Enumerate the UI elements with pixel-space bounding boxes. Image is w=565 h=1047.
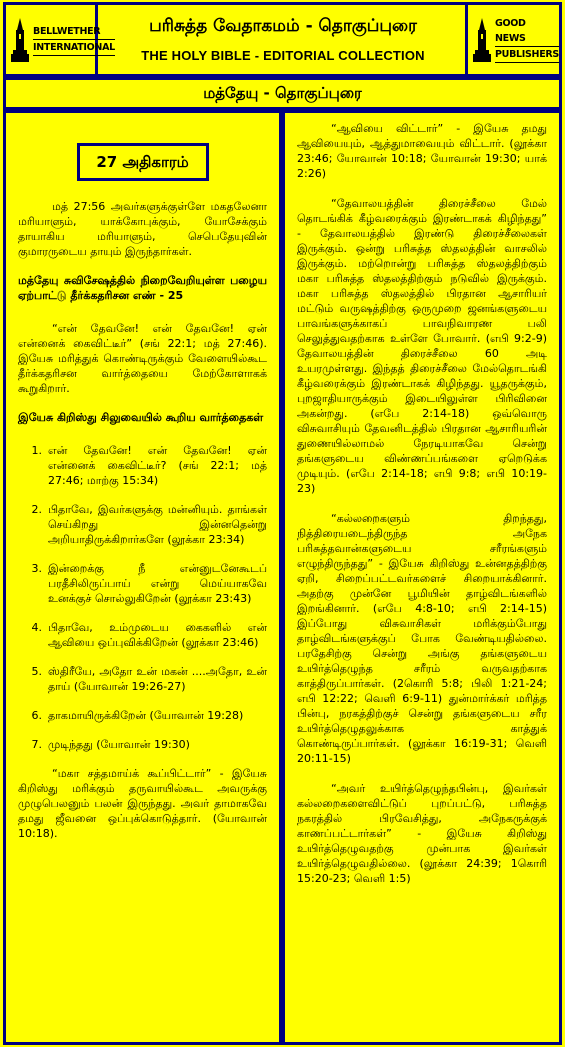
intro-paragraph: மத் 27:56 அவர்களுக்குள்ளே மகதலேனா மரியாளும், யாக்கோபுக்கும், யோசேக்கும் தாயாகிய மரியாளும், செபெதேயுவின் குமாரருடைய தாயும் இருந்தார்கள். [18, 200, 267, 258]
church-tower-icon [10, 16, 30, 64]
list-item: 1. என் தேவனே! என் தேவனே! ஏன் என்னைக் கைவிட்டீர்? (சங் 22:1; மத் 27:46; மாற்கு 15:34) [31, 444, 267, 487]
right-column [282, 110, 562, 1045]
prophecy-paragraph: “என் தேவனே! என் தேவனே! ஏன் என்னைக் கைவிட்டீர்” (சங் 22:1; மத் 27:46). இயேசு மரித்துக் கொண்டிருக்கும் வேளையில்கூட தீர்க்கதரிசன வார்த்தையை மேற்கோளாகக் கூறுகிறார். [18, 322, 267, 395]
gave-up-spirit-paragraph: “ஆவியை விட்டார்” - இயேசு தமது ஆவியையும், ஆத்துமாவையும் விட்டார். (லூக்கா 23:46; யோவான் 10:18; யோவான் 19:30; யாக் 2:26) [297, 122, 547, 180]
prophecy-heading: மத்தேயு சுவிசேஷத்தில் நிறைவேறியுள்ள பழைய ஏற்பாட்டு தீர்க்கதரிசன எண் - 25 [18, 274, 267, 302]
title-box [98, 2, 468, 77]
list-item: 6. தாகமாயிருக்கிறேன் (யோவான் 19:28) [31, 709, 244, 722]
cross-words-list [18, 443, 267, 752]
left-column [3, 110, 282, 1045]
temple-veil-paragraph: “தேவாலயத்தின் திரைச்சீலை மேல் தொடங்கிக் கீழ்வரைக்கும் இரண்டாகக் கிழிந்தது” - தேவாலயத்தில் இரண்டு திரைச்சீலைகள் இருக்கும். ஒன்று பரிசுத்த ஸ்தலத்தின் வாசலில் இருக்கும். மற்றொன்று பரிசுத்த ஸ்தலத்திற்கும் மகா பரிசுத்த ஸ்தலத்திற்கும் நடுவில் இருக்கும். மகா பரிசுத்த ஸ்தலத்தில் பிரதான ஆசாரியர் மட்டும் வருஷத்திற்கு ஒருமுறை ஜனங்களுடைய பாவங்களுக்காகப் பாவநிவாரண பலி செலுத்துவதற்காக உள்ளே போவார். (எபி 9:2-9) தேவாலயத்தின் திரைச்சீலை 60 அடி உயரமுள்ளது. இந்தத் திரைச்சீலை மேல்தொடங்கி கீழ்வரைக்கும் இரண்டாகக் கிழிந்தது. யூதருக்கும், புறஜாதியாருக்கும் இடையிலுள்ள பிரிவினை அகன்றது. (எபே 2:14-18) ஒவ்வொரு விசுவாசியும் தேவனிடத்தில் பிரதான ஆசாரியரின் துணையில்லாமல் நேரடியாகவே சென்று தங்களுடைய விண்ணப்பங்களை ஏறெடுக்க முடியும். (எபே 2:14-18; எபி 9:8; எபி 10:19-23) [297, 197, 547, 495]
section-title: மத்தேயு - தொகுப்புரை [3, 77, 562, 110]
loud-cry-paragraph: “மகா சத்தமாய்க் கூப்பிட்டார்” - இயேசு கிறிஸ்து மரிக்கும் தருவாயில்கூட அவருக்கு முழுபெலனும் பலன் இருந்தது. அவர் தாமாகவே தமது ஜீவனை ஒப்புக்கொடுத்தார். (யோவான் 10:18). [18, 767, 267, 840]
graves-opened-paragraph: “கல்லறைகளும் திறந்தது, நித்திரையடைந்திருந்த அநேக பரிசுத்தவான்களுடைய சரீரங்களும் எழுந்திருந்தது” - இயேசு கிறிஸ்து உன்னதத்திற்கு ஏறி, சிறைப்பட்டவர்களைச் சிறையாக்கினார். அதற்கு முன்னே பூமியின் தாழ்விடங்களில் இறங்கினார். (எபே 4:8-10; எபி 2:14-15) இப்போது விசுவாசிகள் மரிக்கும்போது தாழ்விடங்களுக்குப் போக வேண்டியதில்லை. பரதேசிற்கு சென்று அங்கு தங்களுடைய உயிர்த்தெழுந்த சரீரம் வருவதற்காக காத்திருப்பார்கள். (2கொரி 5:8; பிலி 1:21-24; எபி 12:22; வெளி 6:9-11) துன்மார்க்கர் மரித்த பின்பு, நரகத்திற்குச் சென்று தங்களுடைய சரீர உயிர்த்தெழுதலுக்காக காத்துக் கொண்டிருப்பார்கள். (லூக்கா 16:19-31; வெளி 20:11-15) [297, 512, 547, 765]
cross-words-heading: இயேசு கிறிஸ்து சிலுவையில் கூறிய வார்த்தைகள் [18, 411, 264, 424]
page-title-tamil: பரிசுத்த வேதாகமம் - தொகுப்புரை [149, 16, 417, 36]
logo-right-line-1: GOOD NEWS [495, 16, 559, 47]
church-tower-icon [472, 16, 492, 64]
bellwether-logo [3, 2, 115, 77]
good-news-logo [465, 2, 562, 77]
list-item: 5. ஸ்திரீயே, அதோ உன் மகன் ....அதோ, உன் தாய் (யோவான் 19:26-27) [31, 665, 267, 693]
logo-right-line-2: PUBLISHERS [495, 47, 559, 63]
list-item: 7. முடிந்தது (யோவான் 19:30) [31, 738, 190, 751]
chapter-heading: 27 அதிகாரம் [77, 143, 209, 181]
logo-left-line-2: INTERNATIONAL [33, 40, 115, 56]
list-item: 4. பிதாவே, உம்முடைய கைகளில் என் ஆவியை ஒப்புவிக்கிறேன் (லூக்கா 23:46) [31, 621, 267, 649]
page-title-english: THE HOLY BIBLE - EDITORIAL COLLECTION [141, 48, 425, 63]
logo-left-line-1: BELLWETHER [33, 24, 115, 40]
saints-appeared-paragraph: “அவர் உயிர்த்தெழுந்தபின்பு, இவர்கள் கல்லறைகளைவிட்டுப் புறப்பட்டு, பரிசுத்த நகரத்தில் பிரவேசித்து, அநேகருக்குக் காணப்பட்டார்கள்” - இயேசு கிறிஸ்து உயிர்த்தெழுவதற்கு முன்பாக இவர்கள் உயிர்த்தெழுவதில்லை. (லூக்கா 24:39; 1கொரி 15:20-23; வெளி 1:5) [297, 782, 547, 885]
list-item: 3. இன்றைக்கு நீ என்னுடனேகூடப் பரதீசிலிருப்பாய் என்று மெய்யாகவே உனக்குச் சொல்லுகிறேன் (லூக்கா 23:43) [31, 562, 267, 605]
list-item: 2. பிதாவே, இவர்களுக்கு மன்னியும். தாங்கள் செய்கிறது இன்னதென்று அறியாதிருக்கிறார்களே (லூக்கா 23:34) [31, 503, 267, 546]
